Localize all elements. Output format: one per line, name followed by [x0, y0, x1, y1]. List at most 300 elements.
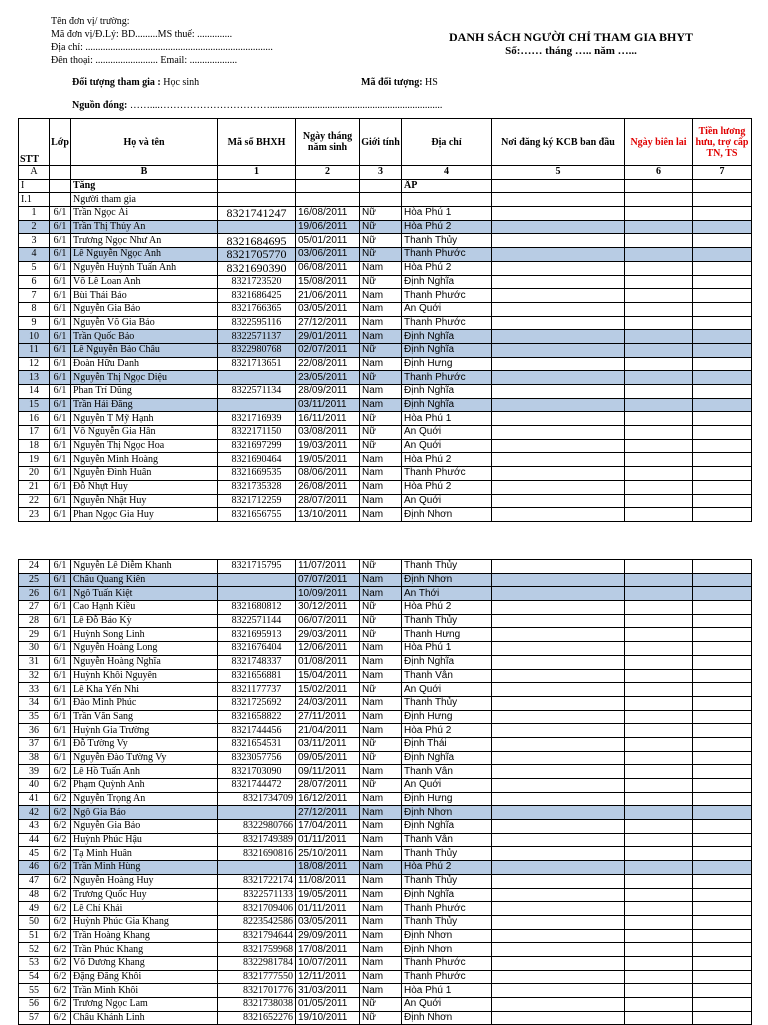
participant-table-page1: [18, 118, 752, 522]
row-class: 6/1: [50, 398, 71, 412]
row-gender: Nữ: [360, 614, 402, 628]
row-pension: [693, 806, 752, 820]
row-pension: [693, 792, 752, 806]
row-bhxh: 8321723520: [218, 275, 296, 289]
row-kcb: [492, 573, 625, 587]
table-row: [19, 998, 752, 1012]
row-dob: 10/07/2011: [296, 956, 360, 970]
row-kcb: [492, 833, 625, 847]
row-dob: 01/08/2011: [296, 655, 360, 669]
row-stt: 13: [19, 371, 50, 385]
row-name: Đặng Đăng Khôi: [71, 970, 218, 984]
table-row: [19, 426, 752, 440]
row-dob: 18/08/2011: [296, 861, 360, 875]
row-receipt-date: [625, 275, 693, 289]
row-receipt-date: [625, 508, 693, 522]
index-cell: 2: [296, 166, 360, 180]
row-receipt-date: [625, 806, 693, 820]
table-row: [19, 847, 752, 861]
row-stt: 38: [19, 751, 50, 765]
row-bhxh: 8321656755: [218, 508, 296, 522]
row-bhxh: 8321697299: [218, 439, 296, 453]
table-row: [19, 385, 752, 399]
row-gender: Nữ: [360, 998, 402, 1012]
col-bhxh: Mã số BHXH: [218, 119, 296, 166]
col-gender: Giới tính: [360, 119, 402, 166]
table-row: [19, 439, 752, 453]
row-bhxh: 8321748337: [218, 655, 296, 669]
row-kcb: [492, 494, 625, 508]
row-bhxh: 8321690464: [218, 453, 296, 467]
table-row: [19, 289, 752, 303]
row-pension: [693, 343, 752, 357]
row-dob: 19/06/2011: [296, 220, 360, 234]
row-dob: 29/09/2011: [296, 929, 360, 943]
row-stt: 23: [19, 508, 50, 522]
row-bhxh: 8321722174: [218, 874, 296, 888]
row-name: Lê Kha Yến Nhi: [71, 683, 218, 697]
row-bhxh: 8321658822: [218, 710, 296, 724]
row-class: 6/1: [50, 289, 71, 303]
table-row: [19, 724, 752, 738]
table-row: [19, 614, 752, 628]
row-bhxh: 8321686425: [218, 289, 296, 303]
row-dob: 29/03/2011: [296, 628, 360, 642]
row-dob: 19/03/2011: [296, 439, 360, 453]
row-address: Hòa Phú 1: [402, 642, 492, 656]
row-pension: [693, 261, 752, 275]
row-dob: 13/10/2011: [296, 508, 360, 522]
row-stt: 35: [19, 710, 50, 724]
row-gender: Nam: [360, 573, 402, 587]
row-kcb: [492, 261, 625, 275]
subsection-number: I.1: [19, 193, 50, 207]
funding-source-line: [72, 100, 442, 111]
row-kcb: [492, 751, 625, 765]
index-cell: 1: [218, 166, 296, 180]
row-stt: 52: [19, 943, 50, 957]
row-receipt-date: [625, 343, 693, 357]
row-bhxh: 8322171150: [218, 426, 296, 440]
row-address: An Thới: [402, 587, 492, 601]
row-receipt-date: [625, 385, 693, 399]
row-stt: 45: [19, 847, 50, 861]
row-kcb: [492, 601, 625, 615]
row-class: 6/1: [50, 683, 71, 697]
row-name: Bùi Thái Bảo: [71, 289, 218, 303]
table-row: [19, 861, 752, 875]
row-name: Châu Khánh Linh: [71, 1011, 218, 1025]
row-dob: 01/11/2011: [296, 833, 360, 847]
row-stt: 44: [19, 833, 50, 847]
row-address: Định Thái: [402, 737, 492, 751]
row-stt: 15: [19, 398, 50, 412]
row-address: Định Hưng: [402, 792, 492, 806]
row-address: Định Nhơn: [402, 573, 492, 587]
row-pension: [693, 737, 752, 751]
table-row: [19, 984, 752, 998]
row-dob: 19/05/2011: [296, 453, 360, 467]
funding-source-label: Nguồn đóng:: [72, 100, 128, 111]
row-pension: [693, 683, 752, 697]
row-pension: [693, 724, 752, 738]
row-gender: Nam: [360, 587, 402, 601]
col-class: Lớp: [50, 119, 71, 166]
row-bhxh: 8223542586: [218, 915, 296, 929]
row-gender: Nam: [360, 669, 402, 683]
row-address: Định Nhơn: [402, 1011, 492, 1025]
row-gender: Nam: [360, 806, 402, 820]
row-address: Thanh Thủy: [402, 847, 492, 861]
row-dob: 06/07/2011: [296, 614, 360, 628]
row-kcb: [492, 710, 625, 724]
document-title: DANH SÁCH NGƯỜI CHỈ THAM GIA BHYT: [448, 30, 694, 44]
row-kcb: [492, 847, 625, 861]
row-class: 6/1: [50, 357, 71, 371]
row-stt: 56: [19, 998, 50, 1012]
row-gender: Nam: [360, 792, 402, 806]
row-class: 6/2: [50, 861, 71, 875]
row-pension: [693, 601, 752, 615]
row-stt: 9: [19, 316, 50, 330]
index-cell: 3: [360, 166, 402, 180]
row-gender: Nữ: [360, 683, 402, 697]
row-class: 6/1: [50, 316, 71, 330]
row-address: Thanh Thủy: [402, 696, 492, 710]
row-kcb: [492, 806, 625, 820]
row-dob: 25/10/2011: [296, 847, 360, 861]
row-dob: 05/01/2011: [296, 234, 360, 248]
row-pension: [693, 560, 752, 574]
row-dob: 15/08/2011: [296, 275, 360, 289]
row-kcb: [492, 357, 625, 371]
row-receipt-date: [625, 929, 693, 943]
row-name: Nguyễn Minh Hoàng: [71, 453, 218, 467]
row-name: Cao Hạnh Kiều: [71, 601, 218, 615]
row-pension: [693, 385, 752, 399]
row-address: Thanh Hưng: [402, 628, 492, 642]
phone-email-line: Đên thoại: ......................... Email: ...................: [51, 55, 238, 66]
table-row: [19, 710, 752, 724]
row-pension: [693, 943, 752, 957]
row-stt: 27: [19, 601, 50, 615]
unit-code-line: Mã đơn vị/Đ.Lý: BD.........MS thuế: ..............: [51, 29, 233, 40]
table-row: [19, 779, 752, 793]
row-class: 6/2: [50, 915, 71, 929]
row-kcb: [492, 275, 625, 289]
row-receipt-date: [625, 956, 693, 970]
row-pension: [693, 508, 752, 522]
row-pension: [693, 874, 752, 888]
row-class: 6/2: [50, 874, 71, 888]
row-gender: Nữ: [360, 412, 402, 426]
row-pension: [693, 480, 752, 494]
row-class: 6/1: [50, 710, 71, 724]
row-bhxh: 8321744456: [218, 724, 296, 738]
funding-source-dots: ……....…………………………….....................................................................: [129, 100, 443, 111]
row-dob: 06/08/2011: [296, 261, 360, 275]
row-gender: Nam: [360, 655, 402, 669]
row-address: Thanh Phước: [402, 956, 492, 970]
row-name: Nguyễn Đào Tường Vy: [71, 751, 218, 765]
row-class: 6/1: [50, 560, 71, 574]
table-row: [19, 573, 752, 587]
table-row: [19, 453, 752, 467]
row-kcb: [492, 508, 625, 522]
row-pension: [693, 998, 752, 1012]
row-class: 6/1: [50, 628, 71, 642]
row-receipt-date: [625, 861, 693, 875]
row-pension: [693, 902, 752, 916]
table-row: [19, 655, 752, 669]
row-name: Trần Thị Thủy An: [71, 220, 218, 234]
row-receipt-date: [625, 683, 693, 697]
row-bhxh: 8322980768: [218, 343, 296, 357]
row-name: Đoàn Hữu Danh: [71, 357, 218, 371]
table-row: [19, 683, 752, 697]
row-kcb: [492, 861, 625, 875]
row-gender: Nữ: [360, 248, 402, 262]
row-gender: Nam: [360, 330, 402, 344]
row-dob: 27/12/2011: [296, 806, 360, 820]
row-name: Trương Quốc Huy: [71, 888, 218, 902]
row-dob: 22/08/2011: [296, 357, 360, 371]
row-receipt-date: [625, 998, 693, 1012]
index-cell: 5: [492, 166, 625, 180]
row-receipt-date: [625, 480, 693, 494]
row-gender: Nam: [360, 833, 402, 847]
row-dob: 23/05/2011: [296, 371, 360, 385]
table-row: [19, 480, 752, 494]
row-name: Trần Quốc Bảo: [71, 330, 218, 344]
row-name: Lê Nguyễn Bảo Châu: [71, 343, 218, 357]
row-name: Trần Minh Hùng: [71, 861, 218, 875]
row-gender: Nam: [360, 984, 402, 998]
row-receipt-date: [625, 710, 693, 724]
row-gender: Nam: [360, 956, 402, 970]
subject-code-label: Mã đối tượng:: [361, 77, 423, 88]
table-row: [19, 601, 752, 615]
row-pension: [693, 956, 752, 970]
row-bhxh: 8321749389: [218, 833, 296, 847]
section-row: [19, 179, 752, 193]
row-dob: 21/04/2011: [296, 724, 360, 738]
row-class: 6/2: [50, 956, 71, 970]
row-pension: [693, 642, 752, 656]
row-receipt-date: [625, 915, 693, 929]
row-bhxh: 8321703090: [218, 765, 296, 779]
section-title: Tăng: [71, 179, 218, 193]
table-row: [19, 956, 752, 970]
row-dob: 03/08/2011: [296, 426, 360, 440]
row-stt: 25: [19, 573, 50, 587]
row-stt: 6: [19, 275, 50, 289]
row-stt: 50: [19, 915, 50, 929]
row-stt: 26: [19, 587, 50, 601]
table-row: [19, 371, 752, 385]
row-kcb: [492, 220, 625, 234]
row-dob: 15/04/2011: [296, 669, 360, 683]
row-kcb: [492, 970, 625, 984]
row-gender: Nam: [360, 316, 402, 330]
row-name: Huỳnh Gia Trường: [71, 724, 218, 738]
row-address: Hòa Phú 2: [402, 261, 492, 275]
row-receipt-date: [625, 412, 693, 426]
table-row: [19, 234, 752, 248]
row-pension: [693, 655, 752, 669]
row-kcb: [492, 439, 625, 453]
row-gender: Nam: [360, 357, 402, 371]
row-bhxh: 8321690390: [218, 261, 296, 275]
row-pension: [693, 669, 752, 683]
row-stt: 14: [19, 385, 50, 399]
row-stt: 30: [19, 642, 50, 656]
row-address: Thanh Phước: [402, 970, 492, 984]
row-address: Hòa Phú 1: [402, 412, 492, 426]
row-kcb: [492, 467, 625, 481]
table-row: [19, 207, 752, 221]
table-row: [19, 467, 752, 481]
index-row: [19, 166, 752, 180]
row-address: Thanh Phước: [402, 316, 492, 330]
row-kcb: [492, 696, 625, 710]
row-class: 6/1: [50, 412, 71, 426]
row-kcb: [492, 453, 625, 467]
row-pension: [693, 220, 752, 234]
row-pension: [693, 439, 752, 453]
row-gender: Nữ: [360, 737, 402, 751]
row-receipt-date: [625, 874, 693, 888]
row-bhxh: 8321177737: [218, 683, 296, 697]
row-dob: 01/11/2011: [296, 902, 360, 916]
row-bhxh: 8321712259: [218, 494, 296, 508]
row-class: 6/2: [50, 984, 71, 998]
row-stt: 54: [19, 970, 50, 984]
row-receipt-date: [625, 888, 693, 902]
row-pension: [693, 861, 752, 875]
row-class: 6/2: [50, 806, 71, 820]
row-bhxh: 8321676404: [218, 642, 296, 656]
row-pension: [693, 234, 752, 248]
row-name: Phạm Quỳnh Anh: [71, 779, 218, 793]
row-class: 6/1: [50, 480, 71, 494]
row-gender: Nam: [360, 398, 402, 412]
row-pension: [693, 587, 752, 601]
row-name: Đỗ Nhựt Huy: [71, 480, 218, 494]
row-dob: 03/11/2011: [296, 398, 360, 412]
table-row: [19, 330, 752, 344]
row-receipt-date: [625, 696, 693, 710]
table-row: [19, 628, 752, 642]
index-cell: A: [19, 166, 50, 180]
subject-line: [72, 77, 199, 88]
row-stt: 18: [19, 439, 50, 453]
row-stt: 40: [19, 779, 50, 793]
row-stt: 51: [19, 929, 50, 943]
row-class: 6/1: [50, 737, 71, 751]
row-class: 6/1: [50, 587, 71, 601]
row-name: Trần Hoàng Khang: [71, 929, 218, 943]
document-heading: [440, 30, 702, 58]
row-dob: 28/07/2011: [296, 494, 360, 508]
row-bhxh: 8322571144: [218, 614, 296, 628]
row-pension: [693, 847, 752, 861]
row-gender: Nam: [360, 874, 402, 888]
row-stt: 4: [19, 248, 50, 262]
row-receipt-date: [625, 316, 693, 330]
row-stt: 17: [19, 426, 50, 440]
row-bhxh: 8323057756: [218, 751, 296, 765]
row-address: Hòa Phú 2: [402, 861, 492, 875]
row-address: Định Nghĩa: [402, 888, 492, 902]
row-bhxh: 8321669535: [218, 467, 296, 481]
row-class: 6/1: [50, 207, 71, 221]
row-stt: 29: [19, 628, 50, 642]
row-name: Nguyễn Đình Huân: [71, 467, 218, 481]
table-row: [19, 943, 752, 957]
row-kcb: [492, 412, 625, 426]
row-dob: 27/12/2011: [296, 316, 360, 330]
row-address: Định Nghĩa: [402, 330, 492, 344]
row-pension: [693, 330, 752, 344]
col-name: Họ và tên: [71, 119, 218, 166]
row-dob: 03/06/2011: [296, 248, 360, 262]
row-address: Thanh Phước: [402, 248, 492, 262]
row-kcb: [492, 302, 625, 316]
table-row: [19, 820, 752, 834]
row-class: 6/1: [50, 426, 71, 440]
row-name: Nguyễn Hoàng Long: [71, 642, 218, 656]
row-class: 6/1: [50, 508, 71, 522]
row-dob: 17/04/2011: [296, 820, 360, 834]
row-bhxh: 8321680812: [218, 601, 296, 615]
row-dob: 26/08/2011: [296, 480, 360, 494]
row-gender: Nam: [360, 888, 402, 902]
row-name: Trương Ngọc Lam: [71, 998, 218, 1012]
unit-name-line: Tên đơn vị/ trường:: [51, 16, 130, 27]
row-gender: Nam: [360, 765, 402, 779]
row-gender: Nam: [360, 302, 402, 316]
table-row: [19, 696, 752, 710]
row-name: Phan Ngọc Gia Huy: [71, 508, 218, 522]
row-dob: 09/11/2011: [296, 765, 360, 779]
row-dob: 27/11/2011: [296, 710, 360, 724]
row-class: 6/1: [50, 220, 71, 234]
row-name: Nguyễn Nhật Huy: [71, 494, 218, 508]
row-name: Châu Quang Kiên: [71, 573, 218, 587]
subject-value: Học sinh: [163, 77, 200, 88]
row-dob: 11/08/2011: [296, 874, 360, 888]
row-stt: 24: [19, 560, 50, 574]
row-stt: 3: [19, 234, 50, 248]
row-address: Thanh Thủy: [402, 915, 492, 929]
row-address: Định Hưng: [402, 357, 492, 371]
row-bhxh: 8321705770: [218, 248, 296, 262]
row-class: 6/1: [50, 494, 71, 508]
row-class: 6/2: [50, 888, 71, 902]
table-row: [19, 261, 752, 275]
row-receipt-date: [625, 560, 693, 574]
row-kcb: [492, 289, 625, 303]
row-dob: 30/12/2011: [296, 601, 360, 615]
row-name: Huỳnh Khôi Nguyên: [71, 669, 218, 683]
row-class: 6/1: [50, 330, 71, 344]
row-class: 6/1: [50, 453, 71, 467]
row-pension: [693, 929, 752, 943]
row-stt: 41: [19, 792, 50, 806]
row-address: Định Nghĩa: [402, 751, 492, 765]
row-gender: Nam: [360, 494, 402, 508]
